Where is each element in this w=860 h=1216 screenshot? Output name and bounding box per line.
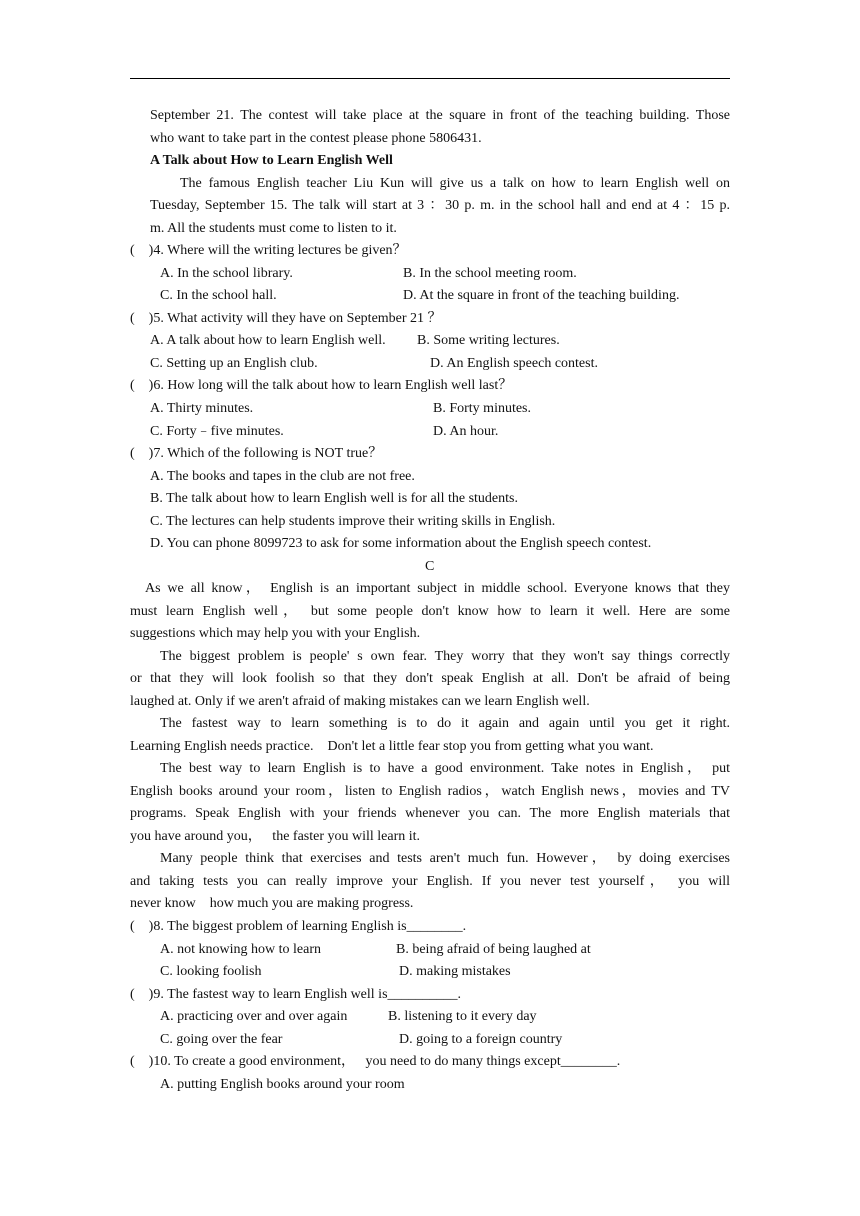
option-c: C. Forty﹣five minutes. — [150, 424, 284, 439]
passage-line: As we all know， English is an important subject in middle school. Everyone knows that they — [145, 581, 730, 596]
option-a: A. In the school library. — [160, 266, 293, 281]
passage-line: Learning English needs practice. Don't let a little fear stop you from getting what you want. — [130, 739, 654, 754]
passage-line: suggestions which may help you with your English. — [130, 626, 421, 641]
question-5: ( )5. What activity will they have on September 21 ？ — [130, 311, 442, 326]
passage-line: and taking tests you can really improve your English. If you never test yourself， you will — [130, 874, 730, 889]
option-c: C. In the school hall. — [160, 288, 277, 303]
passage-line: or that they will look foolish so that they don't speak English at all. Don't be afraid of being — [130, 671, 730, 686]
option-b: B. being afraid of being laughed at — [396, 942, 591, 957]
passage-line: September 21. The contest will take place at the square in front of the teaching building. Those — [150, 108, 730, 123]
passage-line: The biggest problem is people' s own fear. They worry that they won't say things correctly — [160, 649, 730, 664]
option-b: B. In the school meeting room. — [403, 266, 577, 281]
option-a: A. Thirty minutes. — [150, 401, 254, 416]
passage-line: The best way to learn English is to have a good environment. Take notes in English， put — [160, 761, 730, 776]
option-a: A. practicing over and over again — [160, 1009, 348, 1024]
option-a: A. putting English books around your room — [160, 1077, 405, 1092]
question-6: ( )6. How long will the talk about how to learn English well last？ — [130, 378, 513, 393]
option-b: B. Some writing lectures. — [417, 333, 560, 348]
option-b: B. Forty minutes. — [433, 401, 532, 416]
option-a: A. A talk about how to learn English well. — [150, 333, 386, 348]
option-d: D. You can phone 8099723 to ask for some information about the English speech contest. — [150, 536, 652, 551]
option-d: D. going to a foreign country — [399, 1032, 563, 1047]
option-a: A. not knowing how to learn — [160, 942, 321, 957]
question-7: ( )7. Which of the following is NOT true？ — [130, 446, 383, 461]
option-d: D. An hour. — [433, 424, 499, 439]
passage-line: m. All the students must come to listen to it. — [150, 221, 397, 236]
notice-title: A Talk about How to Learn English Well — [150, 153, 393, 168]
option-d: D. At the square in front of the teaching building. — [403, 288, 680, 303]
passage-line: who want to take part in the contest please phone 5806431. — [150, 131, 482, 146]
passage-line: Many people think that exercises and tests aren't much fun. However， by doing exercises — [160, 851, 730, 866]
question-4: ( )4. Where will the writing lectures be given？ — [130, 243, 407, 258]
passage-line: must learn English well， but some people don't know how to learn it well. Here are some — [130, 604, 730, 619]
option-b: B. The talk about how to learn English well is for all the students. — [150, 491, 518, 506]
passage-line: Tuesday, September 15. The talk will start at 3 ：30 p. m. in the school hall and end at 4 ：15 p. — [150, 198, 730, 213]
passage-line: laughed at. Only if we aren't afraid of making mistakes can we learn English well. — [130, 694, 590, 709]
option-d: D. making mistakes — [399, 964, 511, 979]
passage-line: English books around your room，listen to English radios，watch English news，movies and TV — [130, 784, 730, 799]
option-d: D. An English speech contest. — [430, 356, 598, 371]
option-c: C. looking foolish — [160, 964, 262, 979]
option-c: C. Setting up an English club. — [150, 356, 318, 371]
question-8: ( )8. The biggest problem of learning English is________. — [130, 919, 467, 934]
passage-line: The fastest way to learn something is to do it again and again until you get it right. — [160, 716, 730, 731]
option-a: A. The books and tapes in the club are not free. — [150, 469, 415, 484]
header-rule — [130, 78, 730, 79]
option-b: B. listening to it every day — [388, 1009, 537, 1024]
passage-line: you have around you， the faster you will learn it. — [130, 829, 421, 844]
passage-line: never know how much you are making progress. — [130, 896, 414, 911]
option-c: C. The lectures can help students improve their writing skills in English. — [150, 514, 556, 529]
section-label: C — [425, 559, 435, 574]
option-c: C. going over the fear — [160, 1032, 283, 1047]
question-10: ( )10. To create a good environment， you need to do many things except________. — [130, 1054, 621, 1069]
passage-line: The famous English teacher Liu Kun will give us a talk on how to learn English well on — [180, 176, 730, 191]
passage-line: programs. Speak English with your friends whenever you can. The more English materials that — [130, 806, 730, 821]
question-9: ( )9. The fastest way to learn English well is__________. — [130, 987, 462, 1002]
